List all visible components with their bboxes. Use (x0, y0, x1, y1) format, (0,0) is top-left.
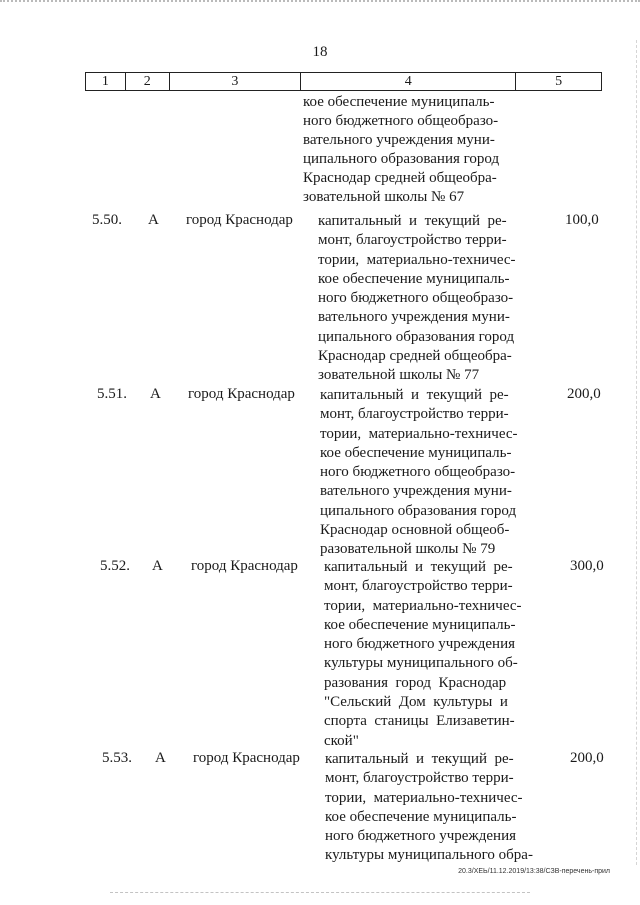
page-number: 18 (312, 44, 328, 60)
scan-artifact-bottom (110, 892, 530, 895)
row-description: капитальный и текущий ре- монт, благоустройство терри- тории, материально-техничес- кое обеспечение муниципаль- ного бюджетного общеобразо- вательного учреждения муни- ципального образования город Краснодар основной общеоб- разовательной школы № 79 (320, 387, 518, 558)
row-city: город Краснодар (193, 750, 300, 766)
row-category: А (148, 212, 159, 228)
row-amount: 200,0 (567, 386, 601, 402)
row-description: капитальный и текущий ре- монт, благоустройство терри- тории, материально-техничес- кое обеспечение муниципаль- ного бюджетного учреждения культуры муниципального обра- (325, 751, 533, 864)
row-city: город Краснодар (186, 212, 293, 228)
table-header-cell: 1 (86, 73, 126, 90)
row-city: город Краснодар (191, 558, 298, 574)
scan-artifact-top (0, 0, 640, 10)
footer-stamp: 20.3/ХЕЬ/11.12.2019/13:38/СЗВ-перечень-прил (458, 868, 610, 875)
row-description: капитальный и текущий ре- монт, благоустройство терри- тории, материально-техничес- кое обеспечение муниципаль- ного бюджетного общеобразо- вательного учреждения муни- ципального образования город Краснодар средней общеобра- зовательной школы № 77 (318, 213, 516, 384)
scan-artifact-right (634, 40, 637, 865)
table-header-row (85, 72, 602, 91)
table-header-cell: 4 (301, 73, 516, 90)
row-category: А (152, 558, 163, 574)
row-city: город Краснодар (188, 386, 295, 402)
row-amount: 300,0 (570, 558, 604, 574)
row-number: 5.50. (92, 212, 122, 228)
continuation-description: кое обеспечение муниципаль- ного бюджетного общеобразо- вательного учреждения муни- ципального образования город Краснодар средней общеобра- зовательной школы № 67 (303, 94, 500, 205)
table-header-cell: 3 (170, 73, 301, 90)
row-number: 5.52. (100, 558, 130, 574)
row-number: 5.51. (97, 386, 127, 402)
table-header-cell: 5 (555, 74, 563, 89)
row-category: А (155, 750, 166, 766)
row-amount: 200,0 (570, 750, 604, 766)
table-header-cell: 2 (126, 73, 170, 90)
row-number: 5.53. (102, 750, 132, 766)
row-category: А (150, 386, 161, 402)
row-amount: 100,0 (565, 212, 599, 228)
row-description: капитальный и текущий ре- монт, благоустройство терри- тории, материально-техничес- кое обеспечение муниципаль- ного бюджетного учреждения культуры муниципального об- разования город Краснодар "Сельский Дом культуры и спорта станицы Елизаветин- ской" (324, 559, 522, 749)
